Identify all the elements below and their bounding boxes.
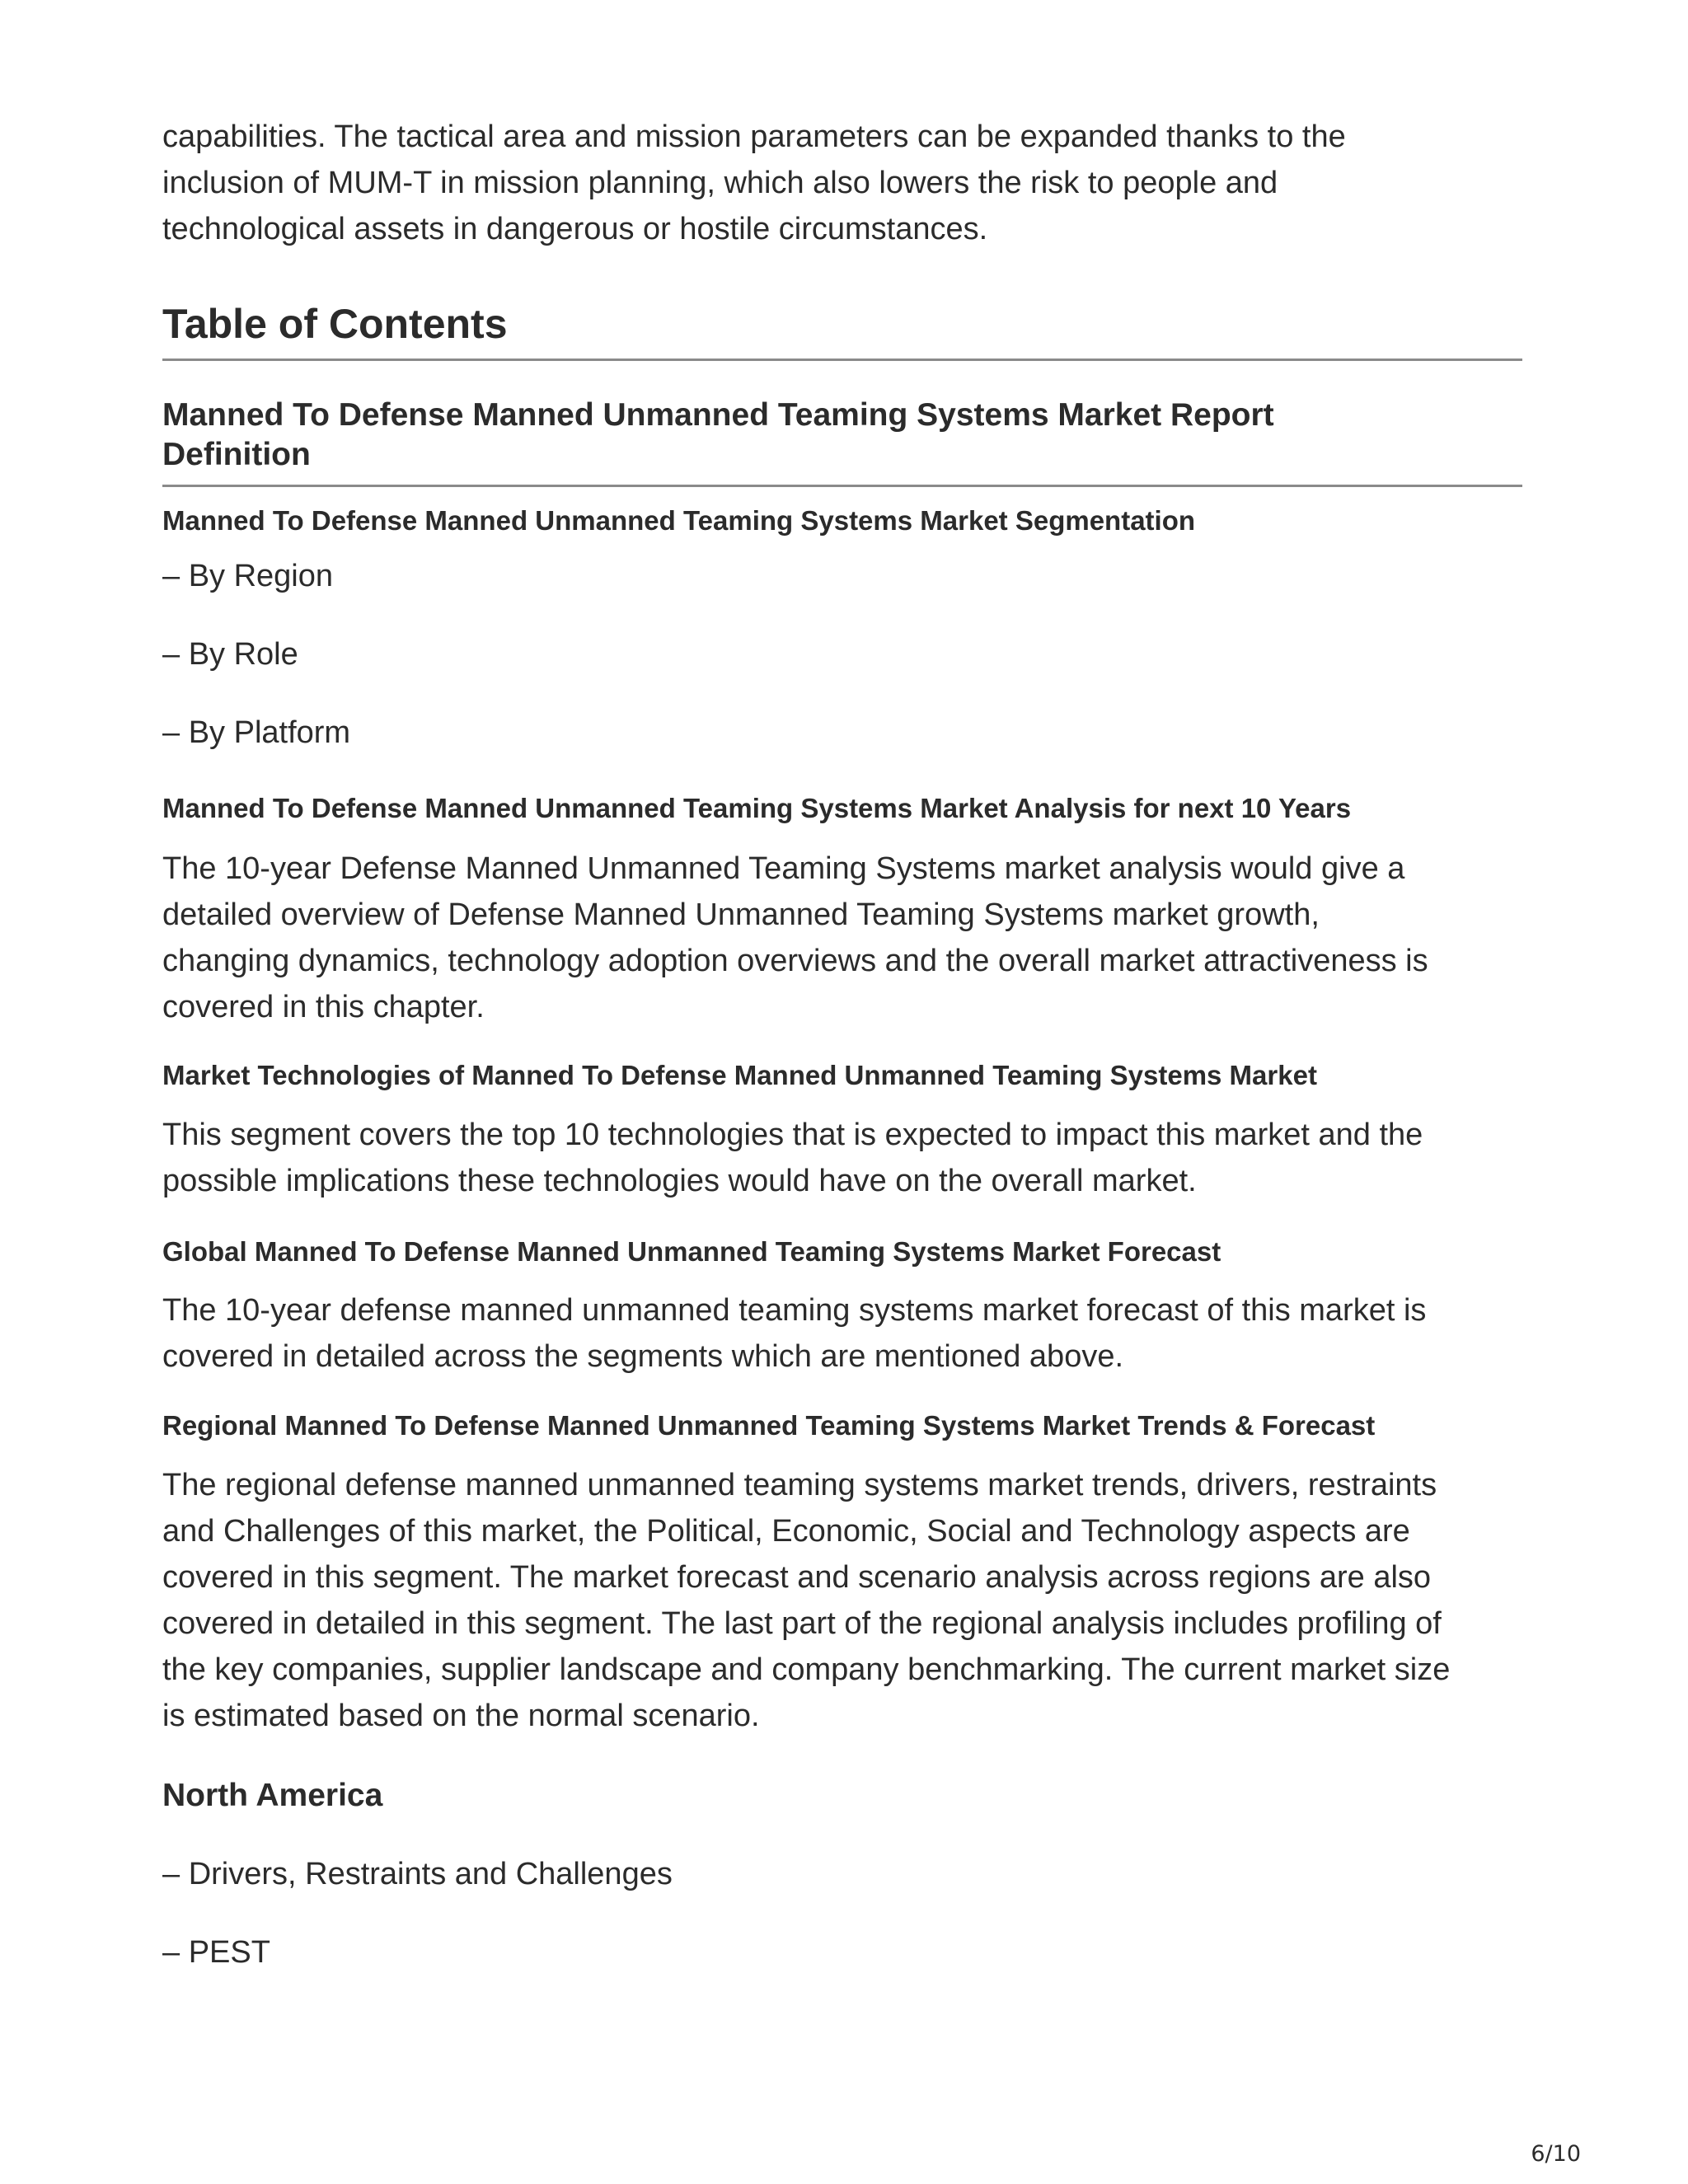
forecast-line: covered in detailed across the segments which are mentioned above. bbox=[162, 1339, 1124, 1374]
regional-line: The regional defense manned unmanned teaming systems market trends, drivers, restraints bbox=[162, 1468, 1437, 1502]
report-definition-line: Manned To Defense Manned Unmanned Teaming Systems Market Report bbox=[162, 397, 1274, 433]
analysis-line: changing dynamics, technology adoption overviews and the overall market attractiveness is bbox=[162, 944, 1428, 978]
technologies-line: possible implications these technologies would have on the overall market. bbox=[162, 1164, 1197, 1198]
intro-line: capabilities. The tactical area and mission parameters can be expanded thanks to the bbox=[162, 120, 1346, 154]
report-definition-line: Definition bbox=[162, 437, 311, 472]
regional-line: covered in this segment. The market forecast and scenario analysis across regions are also bbox=[162, 1560, 1432, 1595]
report-definition-divider bbox=[162, 485, 1522, 487]
toc-title-divider bbox=[162, 359, 1522, 361]
analysis-line: covered in this chapter. bbox=[162, 990, 485, 1024]
technologies-paragraph bbox=[162, 1112, 1423, 1204]
toc-title: Table of Contents bbox=[162, 301, 508, 347]
segmentation-item: – By Platform bbox=[162, 715, 351, 750]
page-number: 6/10 bbox=[1531, 2141, 1581, 2167]
analysis-heading: Manned To Defense Manned Unmanned Teaming Systems Market Analysis for next 10 Years bbox=[162, 793, 1352, 823]
technologies-heading: Market Technologies of Manned To Defense Manned Unmanned Teaming Systems Market bbox=[162, 1060, 1317, 1090]
north-america-item: – Drivers, Restraints and Challenges bbox=[162, 1857, 673, 1891]
regional-line: the key companies, supplier landscape and company benchmarking. The current market size bbox=[162, 1652, 1451, 1687]
regional-heading: Regional Manned To Defense Manned Unmanned Teaming Systems Market Trends & Forecast bbox=[162, 1410, 1376, 1441]
segmentation-item: – By Region bbox=[162, 559, 334, 593]
forecast-paragraph bbox=[162, 1287, 1426, 1380]
north-america-item: – PEST bbox=[162, 1935, 270, 1970]
analysis-paragraph bbox=[162, 846, 1428, 1030]
regional-paragraph bbox=[162, 1462, 1450, 1739]
intro-line: technological assets in dangerous or hostile circumstances. bbox=[162, 212, 988, 246]
report-definition-heading bbox=[162, 396, 1274, 475]
technologies-line: This segment covers the top 10 technologies that is expected to impact this market and the bbox=[162, 1118, 1423, 1152]
north-america-heading: North America bbox=[162, 1778, 383, 1813]
analysis-line: The 10-year Defense Manned Unmanned Teaming Systems market analysis would give a bbox=[162, 851, 1405, 886]
regional-line: and Challenges of this market, the Political, Economic, Social and Technology aspects are bbox=[162, 1514, 1410, 1549]
forecast-line: The 10-year defense manned unmanned teaming systems market forecast of this market is bbox=[162, 1293, 1427, 1328]
forecast-heading: Global Manned To Defense Manned Unmanned Teaming Systems Market Forecast bbox=[162, 1236, 1221, 1267]
segmentation-item: – By Role bbox=[162, 637, 298, 672]
regional-line: is estimated based on the normal scenario. bbox=[162, 1699, 760, 1733]
analysis-line: detailed overview of Defense Manned Unmanned Teaming Systems market growth, bbox=[162, 898, 1320, 932]
regional-line: covered in detailed in this segment. The last part of the regional analysis includes profiling of bbox=[162, 1606, 1442, 1641]
intro-line: inclusion of MUM-T in mission planning, which also lowers the risk to people and bbox=[162, 166, 1278, 200]
segmentation-heading: Manned To Defense Manned Unmanned Teaming Systems Market Segmentation bbox=[162, 505, 1196, 536]
intro-paragraph bbox=[162, 114, 1346, 252]
